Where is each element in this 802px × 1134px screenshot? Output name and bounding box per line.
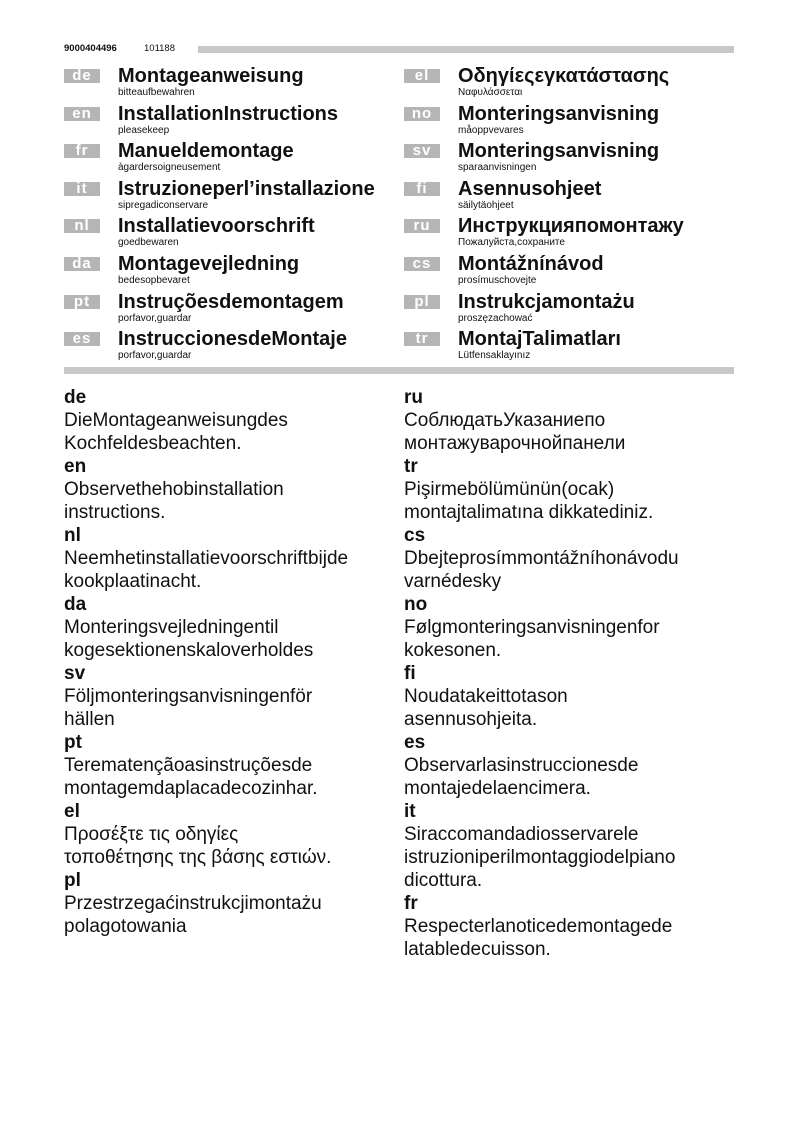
language-badge: en	[64, 107, 100, 121]
notice-language-code: pl	[64, 870, 81, 891]
notice-language-code: da	[64, 594, 87, 615]
language-title: InstruccionesdeMontaje	[118, 328, 347, 351]
notice-language-code: nl	[64, 525, 81, 546]
notice-entry	[64, 386, 394, 455]
document-header	[64, 42, 734, 56]
notice-text: Terematençãoasinstruçõesde montagemdaplacadecozinhar.	[64, 755, 318, 799]
language-badge: da	[64, 257, 100, 271]
language-subtitle: bitteaufbewahren	[118, 87, 195, 98]
language-subtitle: bedesopbevaret	[118, 274, 190, 286]
notice-text: Przestrzegaćinstrukcjimontażu polagotowania	[64, 893, 322, 937]
notice-entry	[64, 731, 394, 800]
language-title: Monteringsanvisning	[458, 140, 660, 163]
document-date: 101188	[144, 43, 175, 54]
notice-text: Monteringsvejledningentil kogesektionenskaloverholdes	[64, 617, 314, 661]
language-title: Οδηγίεςεγκατάστασης	[458, 65, 670, 87]
language-title: Monteringsanvisning	[458, 102, 660, 125]
language-badge: fi	[404, 182, 440, 196]
language-row	[64, 177, 404, 215]
language-row	[404, 327, 744, 365]
notice-text: DieMontageanweisungdes Kochfeldesbeachten.	[64, 410, 288, 454]
language-badge: no	[404, 107, 440, 121]
language-title: Instrukcjamontażu	[458, 290, 635, 313]
language-badge: ru	[404, 219, 440, 233]
language-subtitle: Пожалуйста,сохраните	[458, 237, 565, 249]
language-subtitle: måoppvevares	[458, 124, 524, 136]
language-subtitle: pleasekeep	[118, 124, 170, 136]
header-divider-bar	[198, 46, 734, 53]
language-title: Manueldemontage	[118, 140, 294, 163]
notice-language-code: ru	[404, 387, 423, 408]
language-row	[404, 290, 744, 328]
notice-text: Dbejteprosímmontážníhonávodu varnédesky	[404, 548, 679, 592]
language-title: Installatievoorschrift	[118, 215, 315, 238]
notice-entry	[64, 593, 394, 662]
language-title: Instruçõesdemontagem	[118, 290, 344, 313]
language-title: Montagevejledning	[118, 252, 300, 275]
notice-entry	[404, 892, 734, 961]
language-badge: fr	[64, 144, 100, 158]
language-title: Istruzioneperl’installazione	[118, 177, 375, 200]
document-code: 9000404496	[64, 43, 117, 54]
language-row	[64, 290, 404, 328]
language-subtitle: goedbewaren	[118, 237, 179, 249]
language-subtitle: proszęzachować	[458, 312, 533, 324]
language-row	[64, 64, 404, 102]
notice-text: Noudatakeittotason asennusohjeita.	[404, 686, 568, 730]
notice-language-code: de	[64, 387, 87, 408]
language-title: Montageanweisung	[118, 65, 304, 87]
language-row	[404, 252, 744, 290]
notice-language-code: fr	[404, 893, 418, 914]
language-title: Montážnínávod	[458, 252, 604, 275]
notice-language-code: pt	[64, 732, 82, 753]
language-title: Asennusohjeet	[458, 177, 602, 200]
language-row	[64, 214, 404, 252]
language-badge: pl	[404, 295, 440, 309]
notice-language-code: sv	[64, 663, 86, 684]
language-subtitle: prosímuschovejte	[458, 274, 537, 286]
notice-text: Προσέξτε τις οδηγίες τοποθέτησης της βάσης εστιών.	[64, 824, 332, 868]
language-badge: it	[64, 182, 100, 196]
language-badge: de	[64, 69, 100, 83]
language-list-right	[404, 64, 744, 365]
language-title: Инструкцияпомонтажу	[458, 215, 684, 238]
notice-entry	[64, 524, 394, 593]
notice-text: Observethehobinstallation instructions.	[64, 479, 284, 523]
notice-entry	[404, 593, 734, 662]
notice-entry	[404, 731, 734, 800]
notice-language-code: fi	[404, 663, 416, 684]
language-row	[64, 252, 404, 290]
language-badge: nl	[64, 219, 100, 233]
language-row	[404, 102, 744, 140]
notice-language-code: cs	[404, 525, 426, 546]
language-badge: tr	[404, 332, 440, 346]
language-row	[404, 177, 744, 215]
language-subtitle: säilytäohjeet	[458, 199, 514, 211]
language-badge: es	[64, 332, 100, 346]
section-divider-bar	[64, 367, 734, 374]
notice-text: Respecterlanoticedemontagede latabledecuisson.	[404, 916, 673, 960]
language-subtitle: porfavor,guardar	[118, 312, 192, 324]
notice-text: Siraccomandadiosservarele istruzioniperilmontaggiodelpiano dicottura.	[404, 824, 676, 891]
notice-text: СоблюдатьУказаниепо монтажуварочнойпанели	[404, 410, 626, 454]
notice-entry	[64, 869, 394, 938]
language-subtitle: porfavor,guardar	[118, 350, 192, 362]
notice-entry	[404, 455, 734, 524]
notice-list-right	[404, 386, 734, 961]
notice-entry	[64, 662, 394, 731]
notice-language-code: it	[404, 801, 416, 822]
language-title: InstallationInstructions	[118, 102, 339, 125]
notice-entry	[404, 386, 734, 455]
language-subtitle: Ναφυλάσσεται	[458, 87, 523, 98]
notice-entry	[64, 455, 394, 524]
notice-text: Pişirmebölümünün(ocak) montajtalimatına dikkatediniz.	[404, 479, 654, 523]
language-subtitle: Lütfensaklayınız	[458, 350, 531, 362]
language-row	[64, 102, 404, 140]
notice-entry	[404, 800, 734, 892]
language-row	[64, 139, 404, 177]
notice-language-code: tr	[404, 456, 418, 477]
notice-text: Observarlasinstruccionesde montajedelaencimera.	[404, 755, 639, 799]
notice-language-code: es	[404, 732, 426, 753]
language-title: MontajTalimatları	[458, 328, 621, 351]
notice-entry	[64, 800, 394, 869]
language-subtitle: sipregadiconservare	[118, 199, 209, 211]
language-badge: sv	[404, 144, 440, 158]
language-row	[64, 327, 404, 365]
notice-entry	[404, 662, 734, 731]
notice-text: Neemhetinstallatievoorschriftbijde kookplaatinacht.	[64, 548, 349, 592]
notice-entry	[404, 524, 734, 593]
notice-language-code: el	[64, 801, 80, 822]
language-badge: cs	[404, 257, 440, 271]
language-badge: el	[404, 69, 440, 83]
notice-text: Följmonteringsanvisningenför hällen	[64, 686, 313, 730]
notice-language-code: no	[404, 594, 428, 615]
language-row	[404, 64, 744, 102]
language-list-left	[64, 64, 404, 365]
language-badge: pt	[64, 295, 100, 309]
notice-list-left	[64, 386, 394, 938]
notice-text: Følgmonteringsanvisningenfor kokesonen.	[404, 617, 660, 661]
language-subtitle: sparaanvisningen	[458, 162, 537, 174]
language-subtitle: àgardersoigneusement	[118, 162, 221, 174]
notice-language-code: en	[64, 456, 87, 477]
language-row	[404, 214, 744, 252]
language-row	[404, 139, 744, 177]
